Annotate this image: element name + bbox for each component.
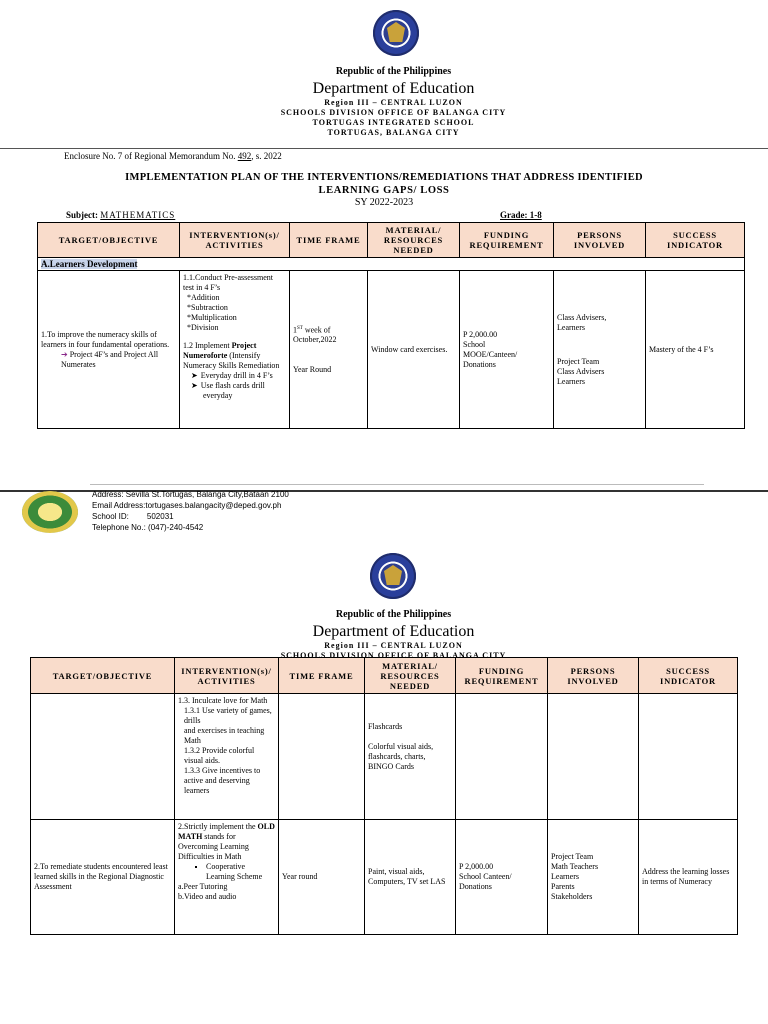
success-cell: Mastery of the 4 F’s (646, 271, 745, 429)
list-item: ➤ Use flash cards drill everyday (203, 381, 286, 401)
grade-line: Grade: 1-8 (500, 210, 542, 220)
footer-telephone: Telephone No.: (047)-240-4542 (92, 523, 204, 532)
intervention-cell: 2.Strictly implement the OLD MATH stands for Overcoming Learning Difficulties in Math ▪ Cooperative Learning Scheme a.Peer Tutoring b.Video and audio (175, 820, 279, 935)
col-materials: MATERIAL/ RESOURCES NEEDED (365, 658, 456, 694)
materials-cell: Paint, visual aids, Computers, TV set LAS (365, 820, 456, 935)
footer-school-id: School ID: 502031 (92, 512, 174, 521)
school-city: TORTUGAS, BALANGA CITY (327, 128, 460, 137)
department-title-page2: Department of Education (312, 623, 475, 640)
table-row (38, 271, 745, 429)
implementation-table-page2 (30, 657, 738, 935)
republic-text: Republic of the Philippines (335, 66, 452, 77)
table-row (31, 820, 738, 935)
col-funding: FUNDING REQUIREMENT (456, 658, 548, 694)
col-target: TARGET/OBJECTIVE (38, 223, 180, 258)
col-funding: FUNDING REQUIREMENT (460, 223, 554, 258)
header-divider (0, 148, 768, 149)
time-frame-cell: Year round (279, 820, 365, 935)
footer-email: Email Address:tortugases.balangacity@deped.gov.ph (92, 501, 282, 510)
subject-value: MATHEMATICS (100, 210, 176, 220)
col-success: SUCCESS INDICATOR (639, 658, 738, 694)
col-intervention: INTERVENTION(s)/ ACTIVITIES (175, 658, 279, 694)
memo-number: 492 (237, 151, 252, 161)
col-persons: PERSONS INVOLVED (548, 658, 639, 694)
footer-address: Address: Sevilla St.Tortugas, Balanga City,Bataan 2100 (92, 490, 289, 499)
implementation-table-page1 (37, 222, 745, 429)
target-cell (31, 694, 175, 820)
col-time-frame: TIME FRAME (279, 658, 365, 694)
funding-cell: P 2,000.00 School Canteen/ Donations (456, 820, 548, 935)
persons-cell (548, 694, 639, 820)
table-header-row (38, 223, 745, 258)
table-row (31, 694, 738, 820)
col-time-frame: TIME FRAME (290, 223, 368, 258)
persons-cell: Class Advisers, Learners Project Team Class Advisers Learners (554, 271, 646, 429)
section-a-label: A.Learners Development (41, 259, 138, 269)
division-text: SCHOOLS DIVISION OFFICE OF BALANGA CITY (280, 108, 507, 117)
col-materials: MATERIAL/ RESOURCES NEEDED (368, 223, 460, 258)
col-persons: PERSONS INVOLVED (554, 223, 646, 258)
success-cell (639, 694, 738, 820)
funding-cell (456, 694, 548, 820)
school-logo (22, 491, 78, 533)
time-frame-cell (279, 694, 365, 820)
success-cell: Address the learning losses in terms of Numeracy (639, 820, 738, 935)
target-bullet: ➔ Project 4F’s and Project All Numerates (61, 349, 159, 369)
subject-line: Subject: MATHEMATICS (66, 210, 176, 220)
materials-cell: Window card exercises. (368, 271, 460, 429)
department-title: Department of Education (312, 80, 475, 97)
list-item: ▪ Cooperative Learning Scheme (206, 862, 275, 882)
target-cell: 1.To improve the numeracy skills of learners in four fundamental operations. ➔ Project 4F’s and Project All Numerates (38, 271, 180, 429)
region-text: Region III – CENTRAL LUZON (324, 98, 463, 107)
arrow-bullet-icon: ➔ (61, 349, 68, 359)
republic-text-page2: Republic of the Philippines (335, 609, 452, 620)
table-header-row (31, 658, 738, 694)
persons-cell: Project Team Math Teachers Learners Parents Stakeholders (548, 820, 639, 935)
funding-cell: P 2,000.00 School MOOE/Canteen/ Donations (460, 271, 554, 429)
region-text-page2: Region III – CENTRAL LUZON (324, 641, 463, 650)
col-success: SUCCESS INDICATOR (646, 223, 745, 258)
list-item: ➤ Everyday drill in 4 F’s (203, 371, 286, 381)
enclosure-line: Enclosure No. 7 of Regional Memorandum No. 492, s. 2022 (64, 151, 282, 161)
division-text-page2: SCHOOLS DIVISION OFFICE OF BALANGA CITY (280, 651, 507, 657)
intervention-cell: 1.3. Inculcate love for Math 1.3.1 Use variety of games, drills and exercises in teaching Math 1.3.2 Provide colorful visual aids. 1.3.3 Give incentives to active and deserving learners (175, 694, 279, 820)
materials-cell: Flashcards Colorful visual aids, flashcards, charts, BINGO Cards (365, 694, 456, 820)
intervention-cell: 1.1.Conduct Pre-assessment test in 4 F’s *Addition *Subtraction *Multiplication *Division 1.2 Implement Project Numeroforte (Intensify Numeracy Skills Remediation ➤ Everyday drill in 4 F’s ➤ Use flash cards drill everyday (180, 271, 290, 429)
school-name: TORTUGAS INTEGRATED SCHOOL (312, 118, 475, 127)
deped-seal-logo-page2 (370, 553, 416, 599)
plan-title-line2: LEARNING GAPS/ LOSS (318, 185, 450, 196)
deped-seal-logo (373, 10, 419, 56)
section-row (38, 258, 745, 271)
footer-divider-top (90, 484, 704, 485)
school-year: SY 2022-2023 (354, 197, 414, 208)
footer-contact (92, 489, 289, 533)
col-target: TARGET/OBJECTIVE (31, 658, 175, 694)
plan-title-line1: IMPLEMENTATION PLAN OF THE INTERVENTIONS/REMEDIATIONS THAT ADDRESS IDENTIFIED (125, 172, 643, 183)
target-cell: 2.To remediate students encountered least learned skills in the Regional Diagnostic Assessment (31, 820, 175, 935)
col-intervention: INTERVENTION(s)/ ACTIVITIES (180, 223, 290, 258)
time-frame-cell: 1ST week of October,2022 Year Round (290, 271, 368, 429)
